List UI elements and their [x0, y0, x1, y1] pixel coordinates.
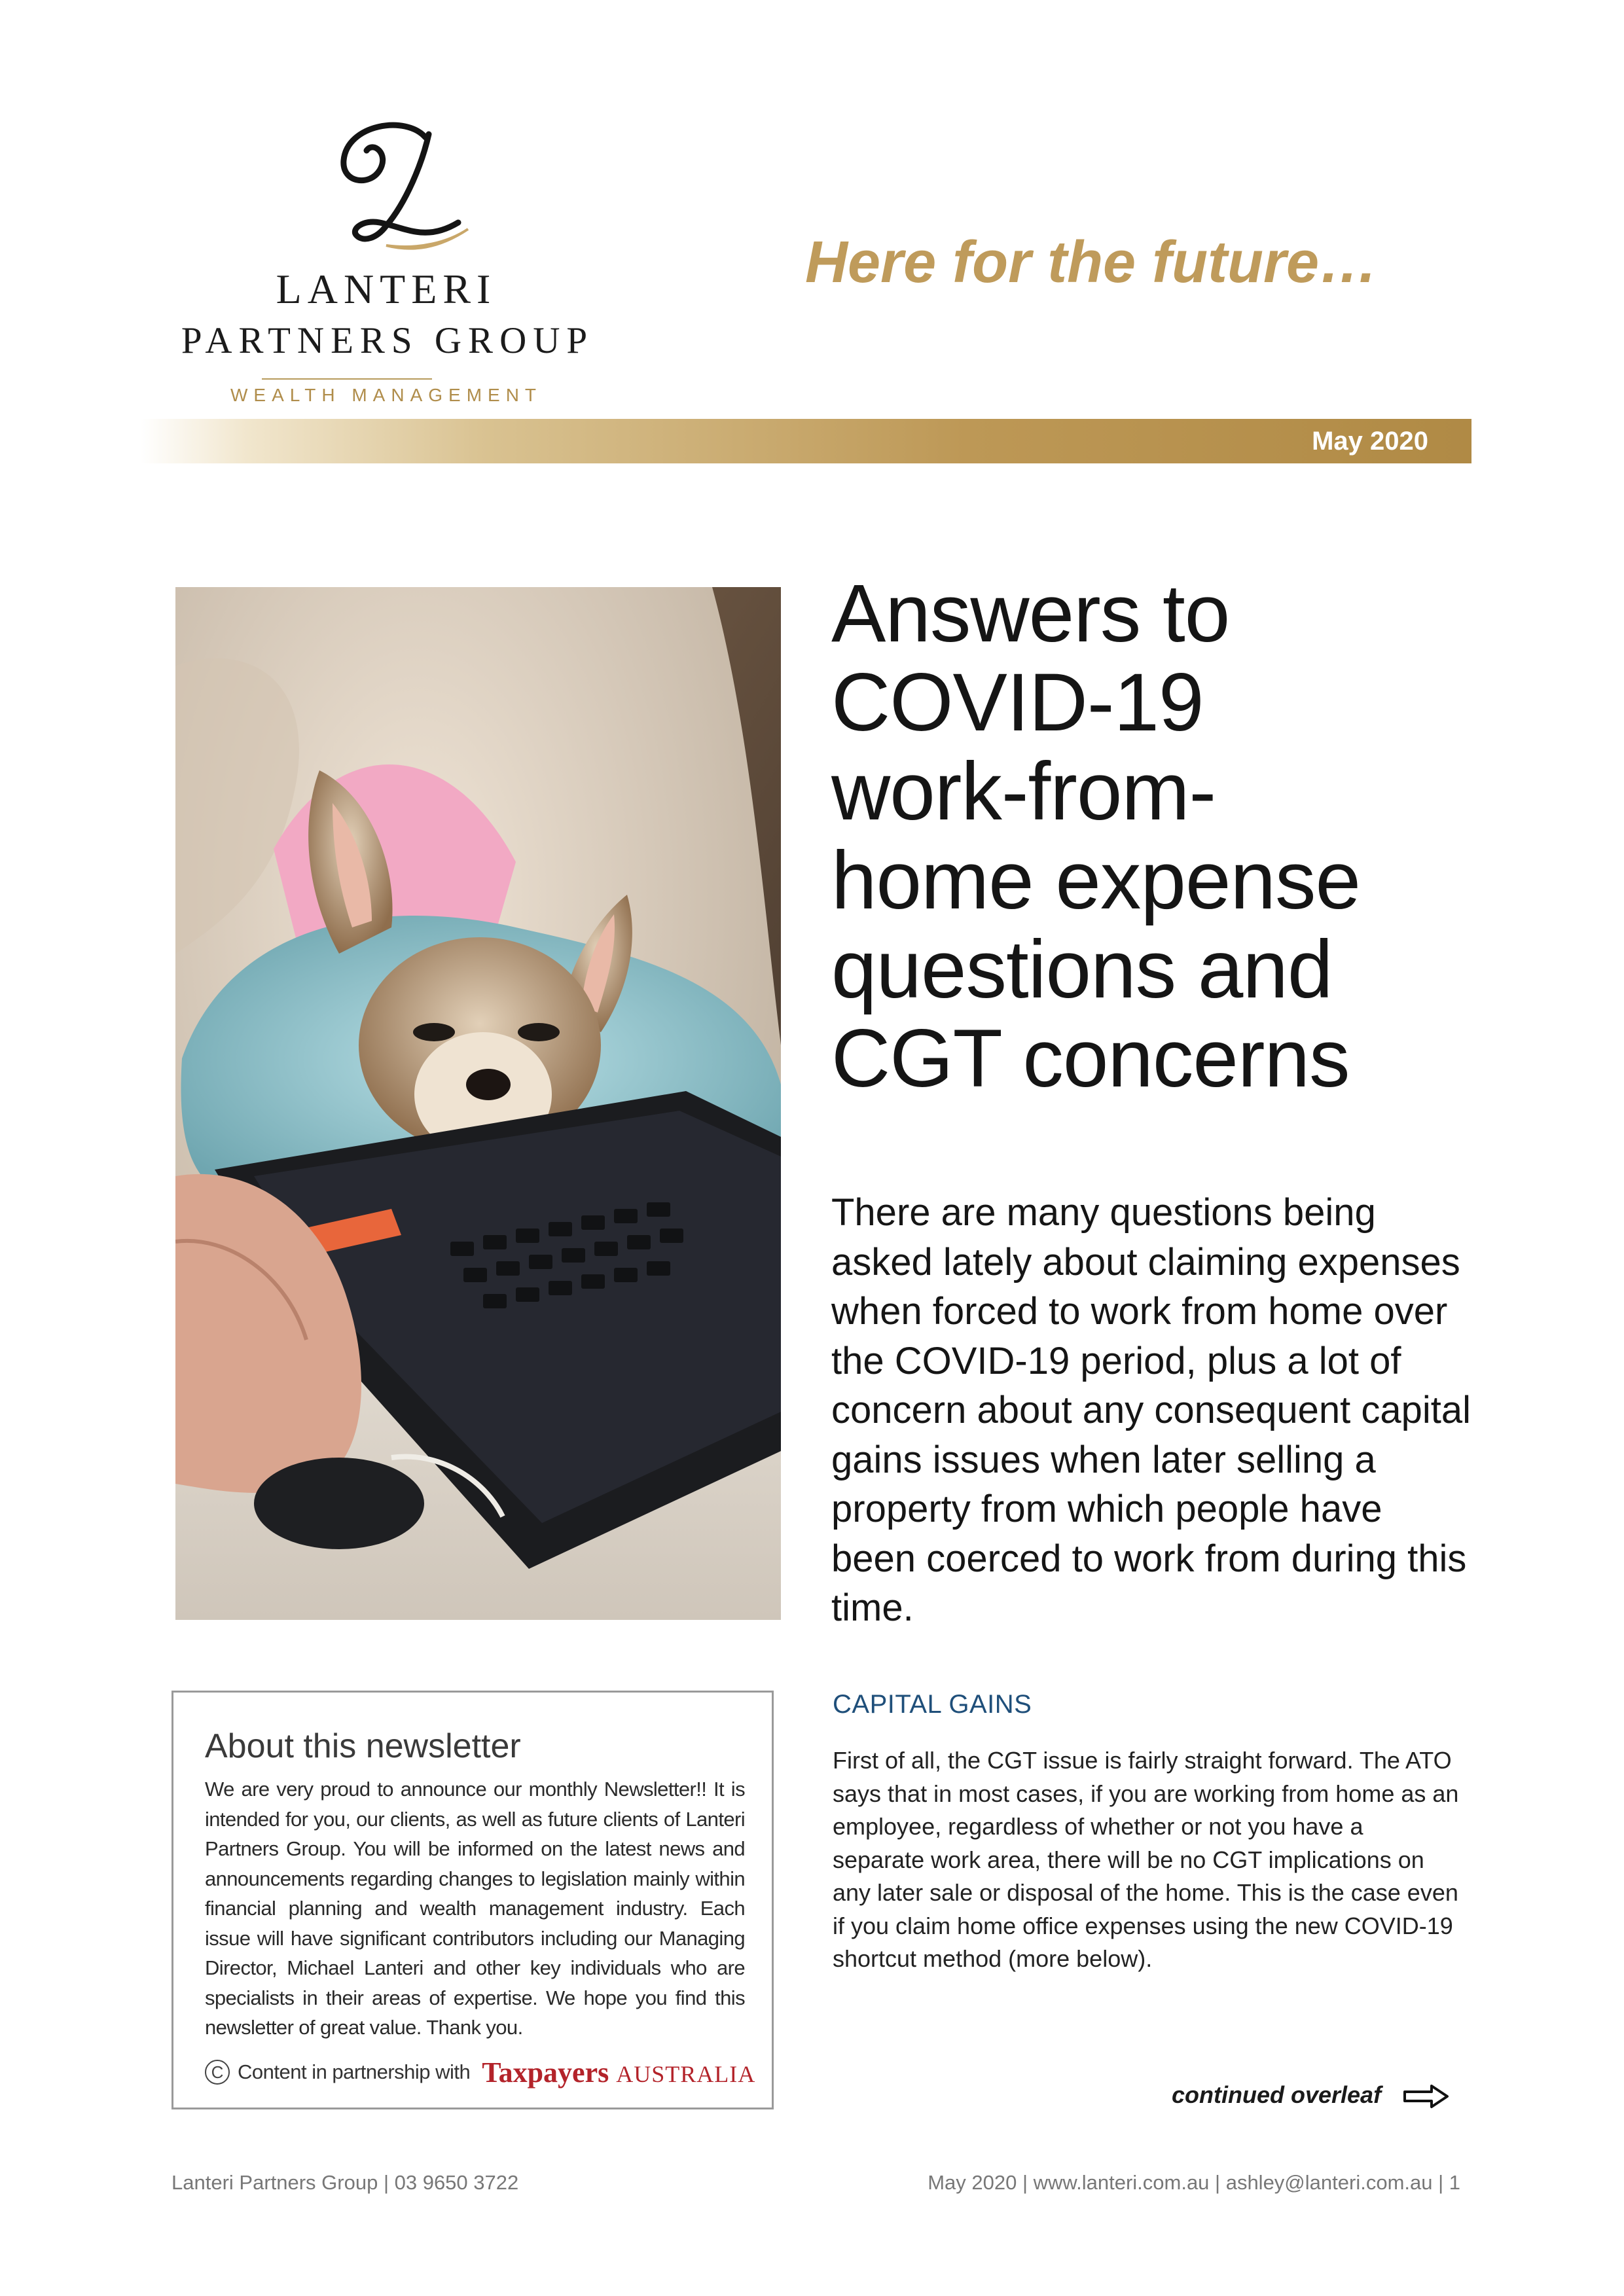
partner-name: Taxpayers: [482, 2056, 609, 2089]
header-bar: [141, 419, 1471, 463]
taxpayers-australia-logo: [482, 2056, 755, 2089]
partner-credit: [205, 2056, 755, 2089]
about-title: About this newsletter: [205, 1727, 521, 1765]
article-headline: [831, 569, 1486, 1103]
issue-date: May 2020: [1312, 427, 1428, 456]
brand-name: LANTERI: [276, 266, 497, 312]
headline-line: questions and: [831, 924, 1333, 1015]
brand-tag: WEALTH MANAGEMENT: [230, 385, 543, 405]
article-intro: There are many questions being asked lately about claiming expenses when forced to work from home over the COVID-19 period, plus a lot of concern about any consequent capital gains issues when later selling a property from which people have been coerced to work from during this time.: [831, 1191, 1471, 1629]
dog-laptop-image: [175, 587, 781, 1620]
continued-overleaf: continued overleaf: [1172, 2081, 1382, 2108]
headline-line: home expense: [831, 835, 1361, 926]
arrow-right-icon: [1403, 2083, 1450, 2109]
brand-subtitle: PARTNERS GROUP: [181, 320, 594, 361]
brand-divider: [262, 378, 432, 380]
copyright-icon: C: [205, 2060, 230, 2085]
lanteri-logo-icon: [308, 111, 478, 262]
headline-line: COVID-19: [831, 657, 1204, 748]
footer-right: May 2020 | www.lanteri.com.au | ashley@lanteri.com.au | 1: [928, 2171, 1460, 2194]
headline-line: Answers to: [831, 568, 1230, 659]
tagline: Here for the future…: [805, 230, 1379, 295]
section-heading: CAPITAL GAINS: [833, 1690, 1032, 1719]
about-newsletter-box: [171, 1691, 774, 2109]
partner-text: Content in partnership with: [238, 2060, 471, 2083]
headline-line: work-from-: [831, 746, 1216, 837]
section-body: First of all, the CGT issue is fairly straight forward. The ATO says that in most cases, if you are working from home as an employee, regardless of whether or not you have a separate work area, there will be no CGT implications on any later sale or disposal of the home. This is the case even if you claim home office expenses using the new COVID-19 shortcut method (more below).: [833, 1747, 1459, 1972]
about-text: We are very proud to announce our monthly Newsletter!! It is intended for you, our clients, as well as future clients of Lanteri Partners Group. You will be informed on the latest news and announcements regarding changes to legislation mainly within financial planning and wealth management industry. Each issue will have significant contributors including our Managing Director, Michael Lanteri and other key individuals who are specialists in their areas of expertise. We hope you find this newsletter of great value. Thank you.: [205, 1778, 745, 2039]
feature-photo: [175, 587, 781, 1620]
footer-left: Lanteri Partners Group | 03 9650 3722: [171, 2171, 519, 2194]
headline-line: CGT concerns: [831, 1013, 1350, 1104]
partner-country: AUSTRALIA: [616, 2060, 756, 2087]
